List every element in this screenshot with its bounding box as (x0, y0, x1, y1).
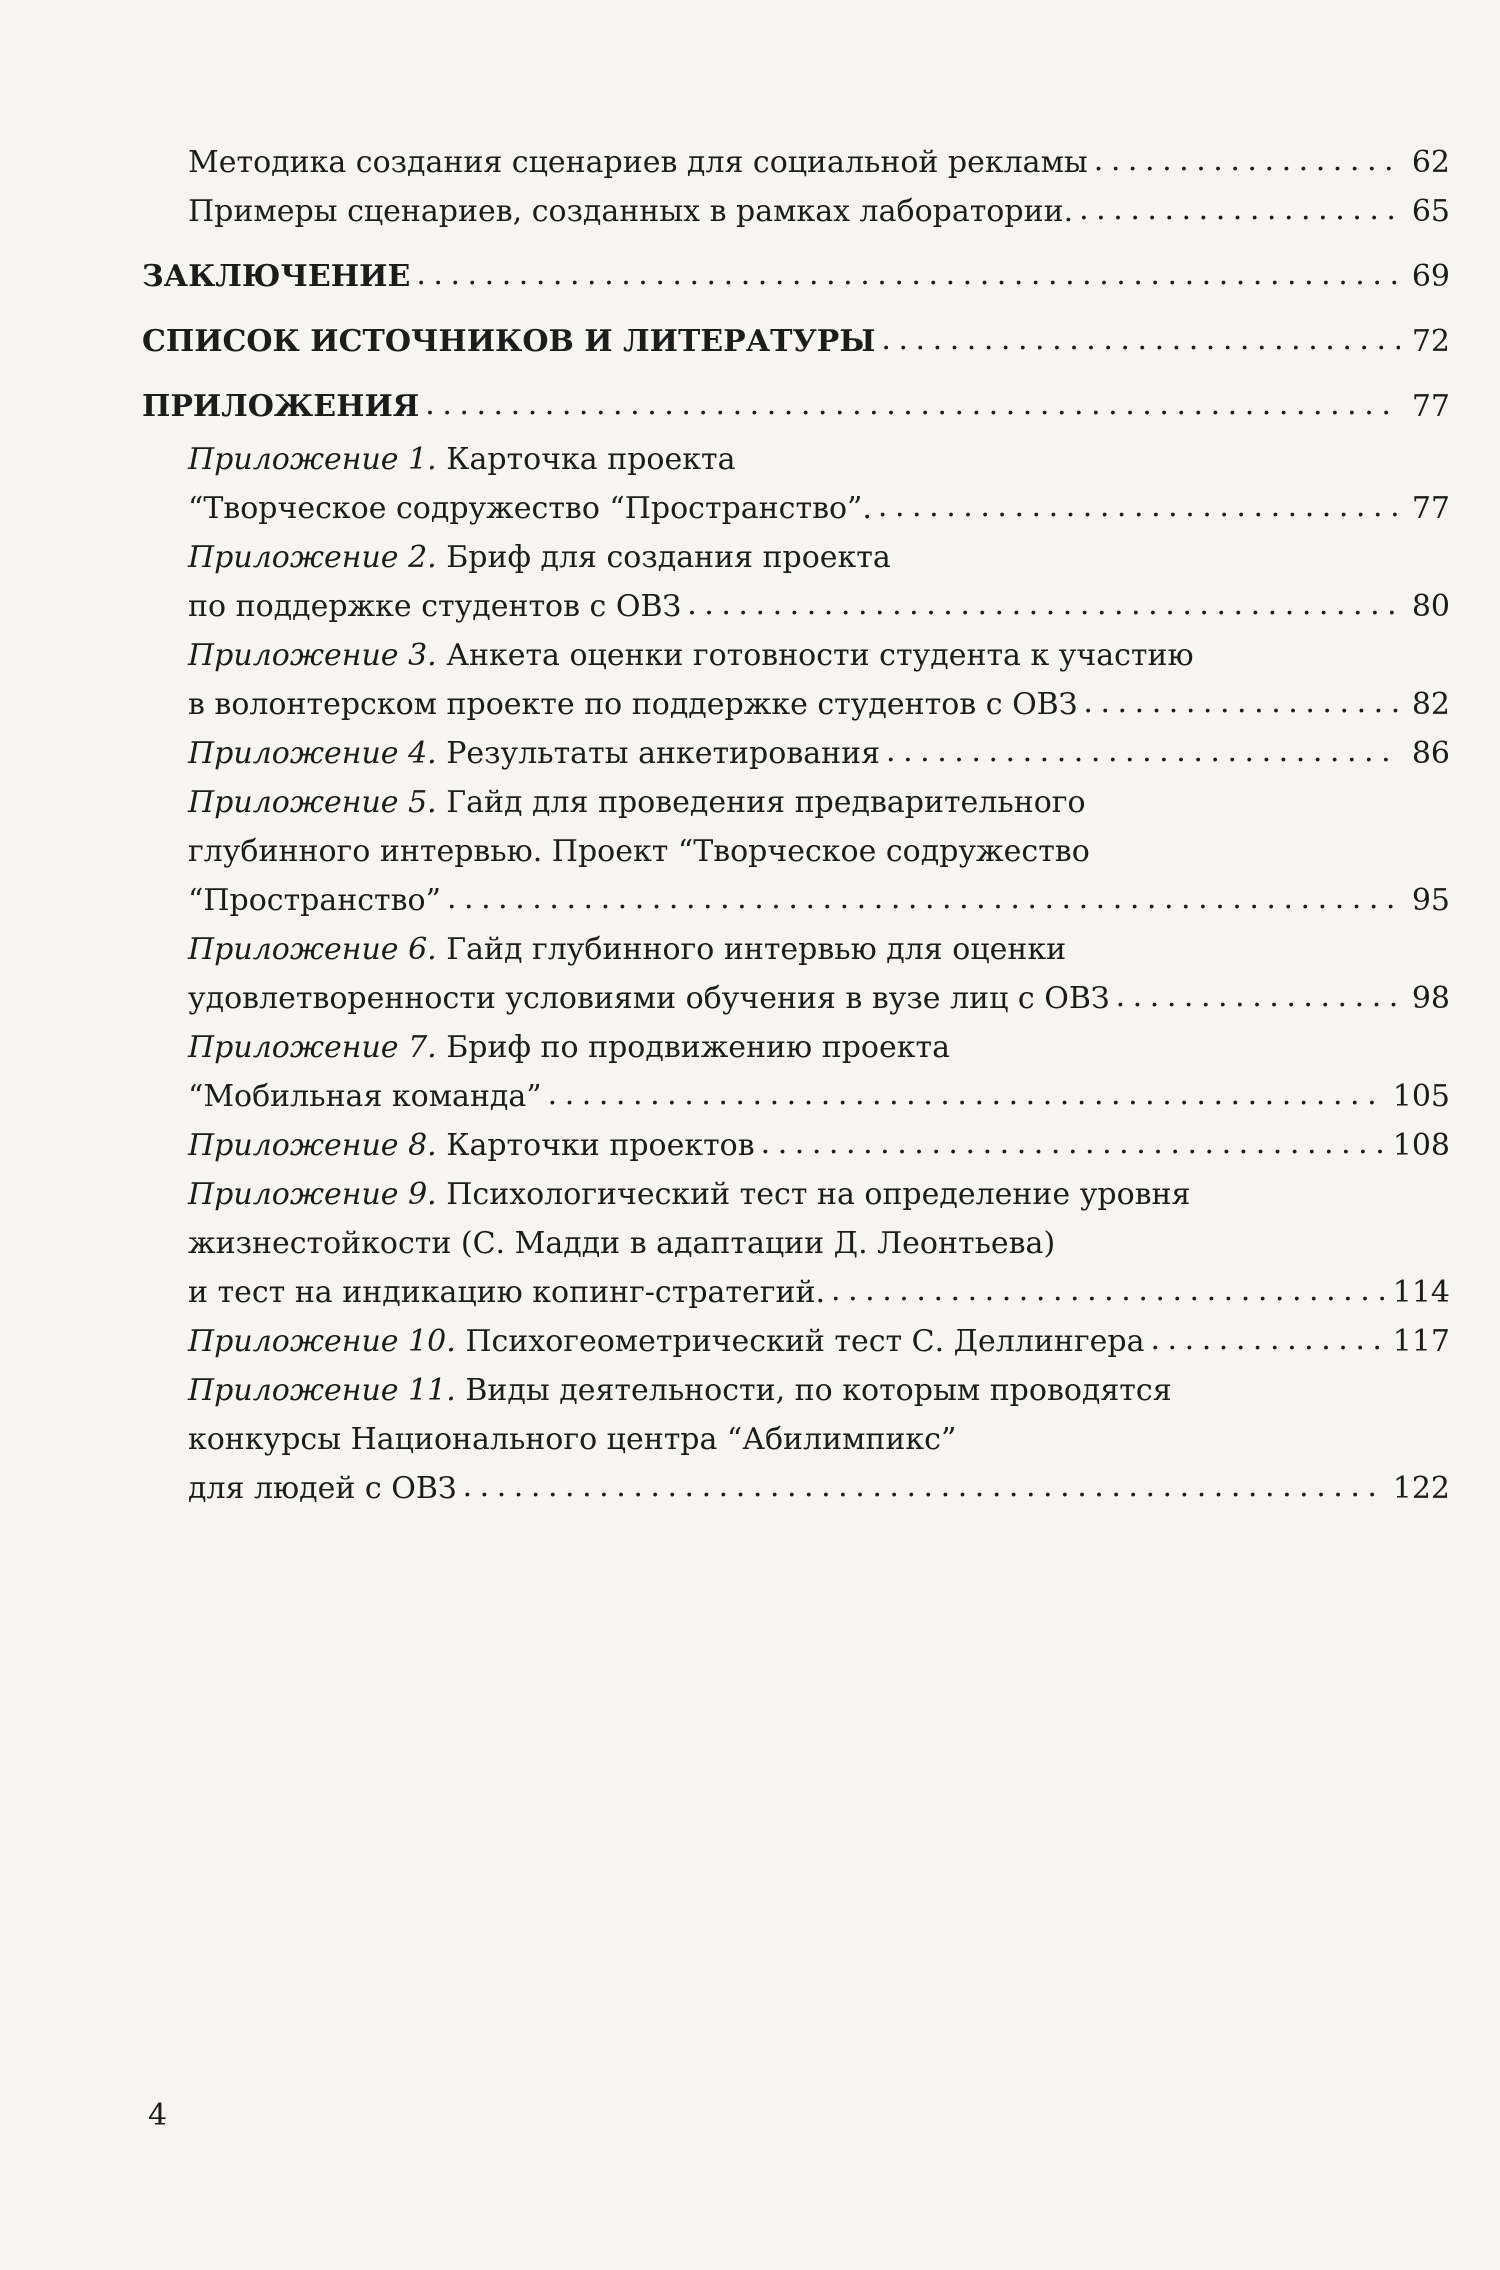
toc-entry (142, 317, 1450, 366)
dot-leader (425, 380, 1400, 429)
toc-page-number: 72 (1411, 324, 1450, 359)
toc-entry (142, 1023, 1450, 1121)
toc-line (142, 876, 1450, 925)
toc-line (142, 729, 1450, 778)
toc-page-number: 80 (1411, 589, 1450, 624)
toc-line (142, 778, 1450, 827)
toc-page-number: 86 (1411, 736, 1450, 771)
dot-leader (761, 1119, 1387, 1168)
appendix-label: Приложение 4. (188, 736, 437, 771)
dot-leader (548, 1070, 1387, 1119)
toc-page-number: 105 (1392, 1079, 1450, 1114)
toc-entry (142, 925, 1450, 1023)
dot-leader (1094, 136, 1400, 185)
toc-entry-title: жизнестойкости (С. Мадди в адаптации Д. Леонтьева) (188, 1226, 1056, 1261)
toc-line (142, 1366, 1450, 1415)
toc-line (142, 925, 1450, 974)
toc-entry (142, 1317, 1450, 1366)
dot-leader (1079, 185, 1400, 234)
toc-page-number: 108 (1392, 1128, 1450, 1163)
toc-entry-title: конкурсы Национального центра “Абилимпикс” (188, 1422, 957, 1457)
toc-entry (142, 1170, 1450, 1317)
toc-page-number: 62 (1411, 145, 1450, 180)
toc-entry-title: “Творческое содружество “Пространство”. (188, 491, 872, 526)
toc-line (142, 1219, 1450, 1268)
toc-entry-title: в волонтерском проекте по поддержке студентов с ОВЗ (188, 687, 1078, 722)
toc-line (142, 317, 1450, 366)
appendix-label: Приложение 9. (188, 1177, 437, 1212)
dot-leader (878, 482, 1400, 531)
toc-entry-title: Приложение 10. Психогеометрический тест С. Деллингера (188, 1324, 1145, 1359)
toc-page-number: 122 (1392, 1471, 1450, 1506)
appendix-label: Приложение 2. (188, 540, 437, 575)
toc-page-number: 77 (1411, 491, 1450, 526)
toc-line (142, 1317, 1450, 1366)
dot-leader (687, 580, 1400, 629)
toc-line (142, 1072, 1450, 1121)
toc-entry-title: СПИСОК ИСТОЧНИКОВ И ЛИТЕРАТУРЫ (142, 324, 876, 359)
toc-entry-title: Приложение 5. Гайд для проведения предварительного (188, 785, 1086, 820)
toc-line (142, 1170, 1450, 1219)
toc-entry-title: Приложение 1. Карточка проекта (188, 442, 736, 477)
toc-page-number: 117 (1392, 1324, 1450, 1359)
toc-line (142, 1268, 1450, 1317)
dot-leader (881, 315, 1400, 364)
toc-line (142, 382, 1450, 431)
dot-leader (1083, 678, 1400, 727)
toc-entry-title: глубинного интервью. Проект “Творческое содружество (188, 834, 1090, 869)
toc-line (142, 582, 1450, 631)
appendix-label: Приложение 10. (188, 1324, 456, 1359)
toc-entry-title: по поддержке студентов с ОВЗ (188, 589, 682, 624)
toc-line (142, 1121, 1450, 1170)
toc-line (142, 1464, 1450, 1513)
toc-page-number: 65 (1411, 194, 1450, 229)
toc-entry (142, 435, 1450, 533)
appendix-label: Приложение 3. (188, 638, 437, 673)
toc-page-number: 114 (1392, 1275, 1450, 1310)
dot-leader (831, 1266, 1387, 1315)
toc-line (142, 138, 1450, 187)
toc-entry-title: Приложение 9. Психологический тест на определение уровня (188, 1177, 1191, 1212)
toc-entry-title: Приложение 4. Результаты анкетирования (188, 736, 881, 771)
toc-entry (142, 533, 1450, 631)
toc-entry (142, 729, 1450, 778)
toc-entry (142, 631, 1450, 729)
toc-entry-title: Приложение 3. Анкета оценки готовности студента к участию (188, 638, 1194, 673)
toc-entry-title: и тест на индикацию копинг-стратегий. (188, 1275, 826, 1310)
toc-entry-title: Приложение 7. Бриф по продвижению проекта (188, 1030, 950, 1065)
toc-line (142, 435, 1450, 484)
toc-line (142, 1023, 1450, 1072)
dot-leader (416, 250, 1400, 299)
toc-entry-title: для людей с ОВЗ (188, 1471, 457, 1506)
dot-leader (1150, 1315, 1386, 1364)
toc-entry-title: ЗАКЛЮЧЕНИЕ (142, 259, 411, 294)
page-number: 4 (148, 2098, 168, 2133)
toc-entry (142, 1121, 1450, 1170)
toc-entry (142, 382, 1450, 431)
dot-leader (447, 874, 1400, 923)
toc-entry-title: “Пространство” (188, 883, 441, 918)
toc-line (142, 484, 1450, 533)
toc-line (142, 533, 1450, 582)
dot-leader (463, 1462, 1387, 1511)
toc-line (142, 1415, 1450, 1464)
toc-page-number: 82 (1411, 687, 1450, 722)
appendix-label: Приложение 8. (188, 1128, 437, 1163)
toc-entry (142, 138, 1450, 187)
appendix-label: Приложение 7. (188, 1030, 437, 1065)
toc-entry-title: “Мобильная команда” (188, 1079, 542, 1114)
appendix-label: Приложение 1. (188, 442, 437, 477)
table-of-contents (142, 138, 1450, 1513)
toc-line (142, 252, 1450, 301)
toc-entry (142, 1366, 1450, 1513)
appendix-label: Приложение 11. (188, 1373, 456, 1408)
toc-page-number: 98 (1411, 981, 1450, 1016)
toc-entry-title: ПРИЛОЖЕНИЯ (142, 389, 420, 424)
toc-line (142, 631, 1450, 680)
toc-entry (142, 252, 1450, 301)
dot-leader (1116, 972, 1400, 1021)
toc-page-number: 95 (1411, 883, 1450, 918)
toc-entry-title: Методика создания сценариев для социальной рекламы (188, 145, 1088, 180)
toc-entry-title: Приложение 8. Карточки проектов (188, 1128, 755, 1163)
toc-page-number: 77 (1411, 389, 1450, 424)
toc-entry (142, 778, 1450, 925)
toc-entry-title: Приложение 11. Виды деятельности, по которым проводятся (188, 1373, 1172, 1408)
toc-page-number: 69 (1411, 259, 1450, 294)
toc-entry-title: удовлетворенности условиями обучения в вузе лиц с ОВЗ (188, 981, 1110, 1016)
toc-line (142, 974, 1450, 1023)
toc-line (142, 827, 1450, 876)
toc-entry (142, 187, 1450, 236)
toc-line (142, 680, 1450, 729)
appendix-label: Приложение 5. (188, 785, 437, 820)
appendix-label: Приложение 6. (188, 932, 437, 967)
toc-entry-title: Примеры сценариев, созданных в рамках лаборатории. (188, 194, 1074, 229)
dot-leader (886, 727, 1400, 776)
toc-entry-title: Приложение 6. Гайд глубинного интервью для оценки (188, 932, 1067, 967)
toc-entry-title: Приложение 2. Бриф для создания проекта (188, 540, 891, 575)
toc-line (142, 187, 1450, 236)
